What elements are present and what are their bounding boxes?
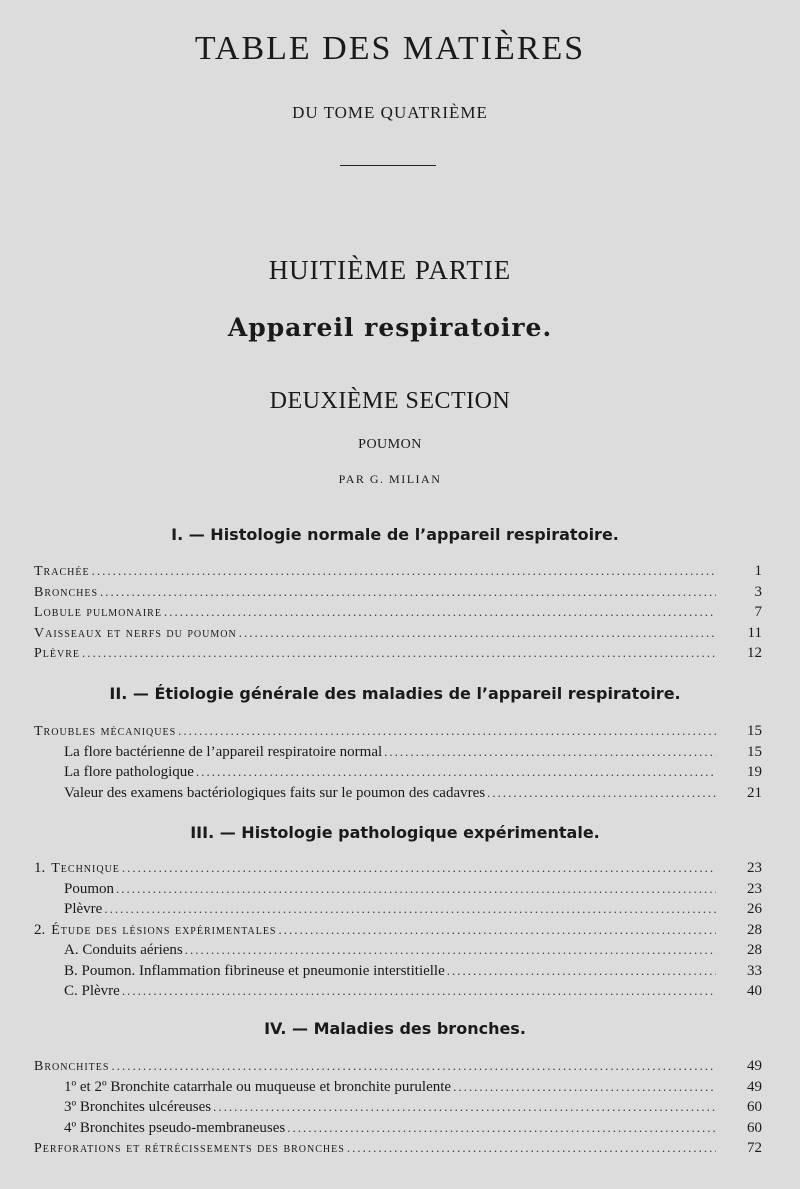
entry-label: 3º Bronchites ulcéreuses [64, 1099, 212, 1115]
leader-dots [213, 1097, 716, 1118]
entry-label: Lobule pulmonaire [34, 605, 162, 620]
toc-entry [34, 561, 762, 582]
entry-page-number: 28 [747, 921, 762, 938]
leader-dots [185, 940, 716, 961]
entry-label: Troubles mécaniques [34, 724, 177, 739]
entry-label: Perforations et rétrécissements des bronches [34, 1141, 345, 1156]
toc-entry [34, 762, 762, 783]
entry-label: Plèvre [34, 646, 81, 661]
leader-dots [384, 742, 716, 763]
leader-dots [122, 858, 716, 879]
entry-label: 1º et 2º Bronchite catarrhale ou muqueuse et bronchite purulente [64, 1078, 452, 1095]
entry-page-number: 60 [747, 1119, 762, 1136]
toc-entry [34, 920, 762, 941]
leader-dots [279, 920, 717, 941]
divider [340, 165, 436, 166]
entry-page-number: 49 [747, 1078, 762, 1095]
toc-entry [34, 1077, 762, 1098]
toc-entry [34, 1056, 762, 1077]
toc-entry [34, 879, 762, 900]
entry-label: Plèvre [64, 901, 103, 917]
toc-entry [34, 742, 762, 763]
page-title: TABLE DES MATIÈRES [194, 30, 586, 67]
chapter-heading: III. — Histologie pathologique expérimentale. [190, 823, 600, 842]
entry-page-number: 72 [747, 1140, 762, 1156]
leader-dots [178, 721, 716, 742]
entry-page-number: 23 [747, 880, 762, 897]
entry-page-number: 11 [747, 624, 762, 641]
toc-entry [34, 961, 762, 982]
entry-page-number: 26 [747, 901, 762, 917]
page-subtitle: DU TOME QUATRIÈME [292, 103, 488, 122]
entry-label: Valeur des examens bactériologiques faits sur le poumon des cadavres [64, 784, 486, 801]
part-title: HUITIÈME PARTIE [268, 255, 512, 285]
section-title: DEUXIÈME SECTION [269, 388, 511, 414]
entry-page-number: 21 [747, 784, 762, 801]
leader-dots [100, 582, 716, 603]
toc-entry [34, 643, 762, 664]
entry-page-number: 60 [747, 1099, 762, 1115]
leader-dots [287, 1118, 716, 1139]
entry-label: Vaisseaux et nerfs du poumon [34, 625, 237, 641]
entry-label: Technique [51, 861, 120, 876]
chapter-heading: IV. — Maladies des bronches. [264, 1019, 526, 1038]
entry-label: La flore bactérienne de l’appareil respiratoire normal [64, 743, 383, 760]
entry-number: 2. [34, 921, 46, 938]
entry-page-number: 33 [747, 962, 762, 979]
leader-dots [347, 1138, 716, 1159]
entry-page-number: 12 [747, 645, 762, 661]
volume-title: Appareil respiratoire. [227, 313, 553, 342]
toc-entry [34, 783, 762, 804]
toc-entry [34, 721, 762, 742]
leader-dots [487, 783, 716, 804]
entry-number: 1. [34, 860, 46, 876]
chapter-heading: I. — Histologie normale de l’appareil respiratoire. [171, 525, 619, 544]
entry-label: Bronches [34, 584, 99, 600]
entry-label: C. Plèvre [64, 983, 120, 999]
toc-entry [34, 899, 762, 920]
entry-label: B. Poumon. Inflammation fibrineuse et pneumonie interstitielle [64, 962, 445, 979]
toc-entry [34, 940, 762, 961]
toc-entry [34, 1097, 762, 1118]
entry-page-number: 15 [747, 743, 762, 760]
entry-page-number: 7 [754, 604, 762, 620]
toc-entry [34, 623, 762, 644]
entry-page-number: 28 [747, 942, 762, 958]
toc-entry [34, 1138, 762, 1159]
toc-entry [34, 1118, 762, 1139]
toc-list [34, 561, 762, 664]
leader-dots [196, 762, 716, 783]
leader-dots [92, 561, 716, 582]
leader-dots [164, 602, 716, 623]
entry-page-number: 23 [747, 860, 762, 876]
entry-page-number: 15 [747, 723, 762, 739]
toc-entry [34, 602, 762, 623]
entry-page-number: 1 [754, 563, 762, 579]
chapter-heading: II. — Étiologie générale des maladies de l’appareil respiratoire. [109, 684, 681, 703]
entry-page-number: 3 [754, 583, 762, 600]
author-line: PAR G. MILIAN [338, 472, 442, 486]
entry-label: Trachée [34, 564, 90, 579]
toc-entry [34, 858, 762, 879]
entry-page-number: 49 [747, 1058, 762, 1074]
leader-dots [116, 879, 716, 900]
leader-dots [104, 899, 716, 920]
entry-label: 4º Bronchites pseudo-membraneuses [64, 1119, 286, 1136]
subsection-title: POUMON [358, 437, 422, 452]
toc-entry [34, 981, 762, 1002]
leader-dots [82, 643, 716, 664]
leader-dots [122, 981, 716, 1002]
leader-dots [447, 961, 716, 982]
leader-dots [111, 1056, 716, 1077]
entry-page-number: 19 [747, 764, 762, 780]
entry-label: Bronchites [34, 1059, 110, 1074]
entry-label: Poumon [64, 880, 115, 897]
leader-dots [239, 623, 716, 644]
entry-label: Étude des lésions expérimentales [51, 922, 277, 938]
leader-dots [453, 1077, 716, 1098]
entry-page-number: 40 [747, 983, 762, 999]
toc-list [34, 858, 762, 1002]
toc-list [34, 1056, 762, 1159]
toc-entry [34, 582, 762, 603]
entry-label: La flore pathologique [64, 764, 194, 780]
entry-label: A. Conduits aériens [64, 942, 183, 958]
toc-list [34, 721, 762, 803]
